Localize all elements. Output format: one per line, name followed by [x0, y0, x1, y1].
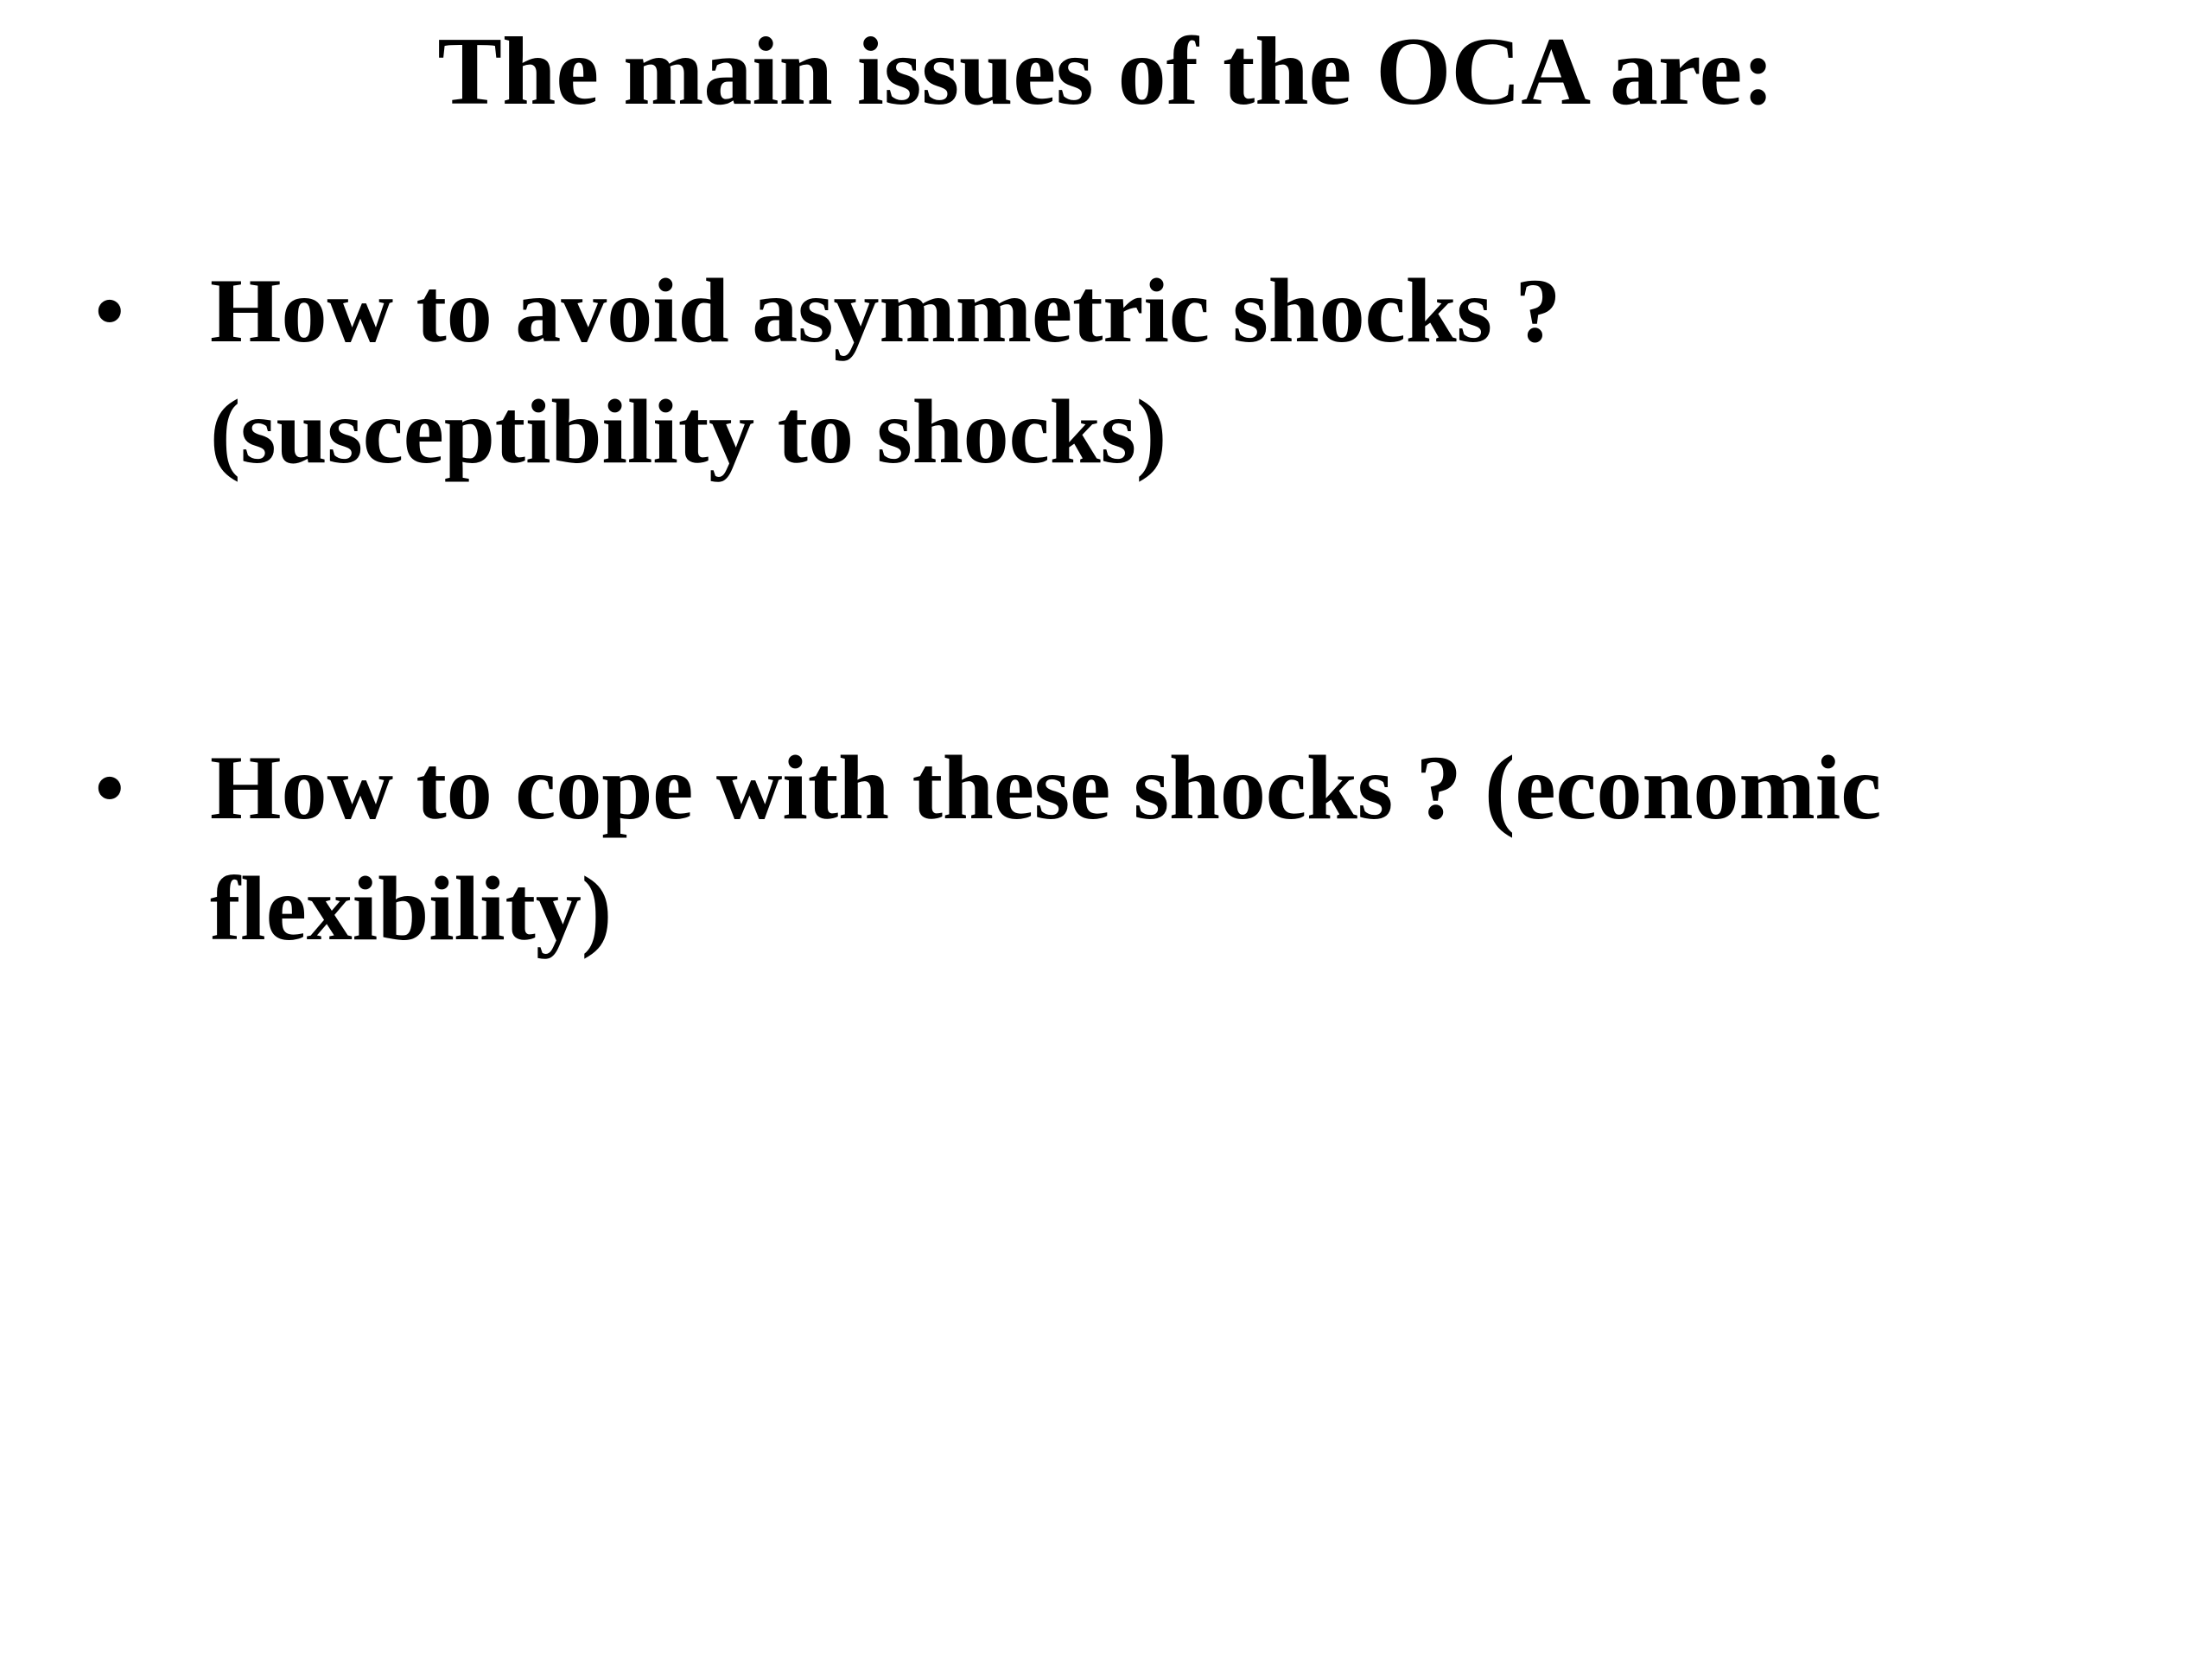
- bullet-text: [210, 251, 2145, 493]
- slide-title: The main issues of the OCA are:: [437, 18, 1775, 125]
- bullet-icon: •: [95, 741, 124, 834]
- bullet-line: How to avoid asymmetric shocks ?: [210, 260, 1561, 361]
- bullet-line: How to cope with these shocks ? (economic: [210, 737, 1882, 838]
- bullet-icon: •: [95, 264, 124, 357]
- bullet-text: [210, 728, 2145, 969]
- bullet-line: (susceptibility to shocks): [210, 381, 1167, 482]
- bullet-line: flexibility): [210, 858, 613, 959]
